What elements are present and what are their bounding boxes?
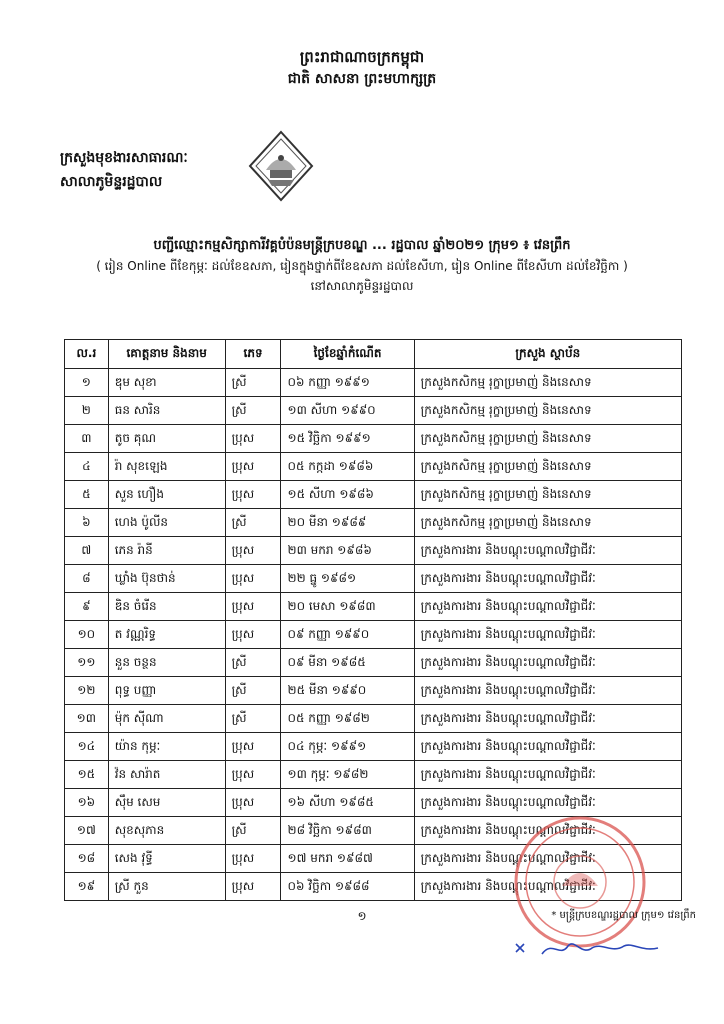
issuing-authority <box>60 146 188 194</box>
cell-sex: ប្រុស <box>225 845 281 873</box>
cell-birthdate: ០៥ កញ្ញា ១៩៨២ <box>281 705 414 733</box>
cell-name: ស្រី កួន <box>108 873 225 901</box>
cell-number: ១៤ <box>65 733 109 761</box>
document-title: បញ្ជីឈ្មោះកម្មសិក្សាការីវគ្គបំប៉នមន្ត្រីក្របខណ្ឌ ... រដ្ឋបាល ឆ្នាំ២០២១ ក្រុម១ ៖ វេនព្រឹក <box>153 238 571 253</box>
cell-number: ១៧ <box>65 817 109 845</box>
cell-ministry: ក្រសួងកសិកម្ម រុក្ខាប្រមាញ់ និងនេសាទ <box>414 369 681 397</box>
cell-number: ៨ <box>65 565 109 593</box>
cell-sex: ប្រុស <box>225 873 281 901</box>
school-name: សាលាភូមិន្ទរដ្ឋបាល <box>60 174 163 190</box>
table-row <box>65 397 682 425</box>
cell-birthdate: ១៧ មករា ១៩៨៧ <box>281 845 414 873</box>
header-number: ល.រ <box>65 340 109 369</box>
cell-name: តូច គុណ <box>108 425 225 453</box>
cell-sex: ស្រី <box>225 705 281 733</box>
header-name: គោត្តនាម និងនាម <box>108 340 225 369</box>
document-header <box>0 46 724 90</box>
table-row <box>65 369 682 397</box>
cell-ministry: ក្រសួងការងារ និងបណ្តុះបណ្តាលវិជ្ជាជីវៈ <box>414 761 681 789</box>
cell-sex: ប្រុស <box>225 733 281 761</box>
table-row <box>65 621 682 649</box>
cell-ministry: ក្រសួងកសិកម្ម រុក្ខាប្រមាញ់ និងនេសាទ <box>414 453 681 481</box>
cell-number: ១៩ <box>65 873 109 901</box>
cell-name: ស៊ឹម សេម <box>108 789 225 817</box>
cell-birthdate: ០៦ កញ្ញា ១៩៩១ <box>281 369 414 397</box>
cell-birthdate: ២០ មីនា ១៩៨៩ <box>281 509 414 537</box>
cell-sex: ស្រី <box>225 817 281 845</box>
school-emblem-icon <box>246 130 316 202</box>
cell-birthdate: ០៦ វិច្ឆិកា ១៩៨៨ <box>281 873 414 901</box>
table-row <box>65 453 682 481</box>
cell-birthdate: ០៥ កក្កដា ១៩៨៦ <box>281 453 414 481</box>
cell-ministry: ក្រសួងការងារ និងបណ្តុះបណ្តាលវិជ្ជាជីវៈ <box>414 873 681 901</box>
cell-ministry: ក្រសួងការងារ និងបណ្តុះបណ្តាលវិជ្ជាជីវៈ <box>414 845 681 873</box>
cell-birthdate: ១៥ វិច្ឆិកា ១៩៩១ <box>281 425 414 453</box>
cell-sex: ប្រុស <box>225 621 281 649</box>
cell-sex: ស្រី <box>225 509 281 537</box>
cell-number: ១៦ <box>65 789 109 817</box>
cell-sex: ស្រី <box>225 649 281 677</box>
cell-number: ៥ <box>65 481 109 509</box>
table-row <box>65 733 682 761</box>
cell-number: ១៥ <box>65 761 109 789</box>
cell-sex: ស្រី <box>225 677 281 705</box>
cell-name: ឌុម សុខា <box>108 369 225 397</box>
cell-name: រ៉ា សុខឡេង <box>108 453 225 481</box>
cell-name: ឌិន ចំរើន <box>108 593 225 621</box>
document-title-block <box>0 236 724 296</box>
cell-sex: ប្រុស <box>225 593 281 621</box>
table-row <box>65 565 682 593</box>
cell-sex: ប្រុស <box>225 565 281 593</box>
header-ministry: ក្រសួង ស្ថាប័ន <box>414 340 681 369</box>
table-row <box>65 705 682 733</box>
cell-number: ១១ <box>65 649 109 677</box>
table-row <box>65 761 682 789</box>
cell-number: ១០ <box>65 621 109 649</box>
cell-ministry: ក្រសួងកសិកម្ម រុក្ខាប្រមាញ់ និងនេសាទ <box>414 397 681 425</box>
cell-birthdate: ១៦ សីហា ១៩៨៥ <box>281 789 414 817</box>
cell-name: ភេន រ៉ានី <box>108 537 225 565</box>
cell-number: ៣ <box>65 425 109 453</box>
cell-number: ១២ <box>65 677 109 705</box>
cell-ministry: ក្រសួងការងារ និងបណ្តុះបណ្តាលវិជ្ជាជីវៈ <box>414 733 681 761</box>
header-birthdate: ថ្ងៃខែឆ្នាំកំណើត <box>281 340 414 369</box>
cell-name: វ៉ន សារ៉ាត <box>108 761 225 789</box>
header-sex: ភេទ <box>225 340 281 369</box>
cell-number: ៩ <box>65 593 109 621</box>
cell-birthdate: ០៤ កុម្ភៈ ១៩៩១ <box>281 733 414 761</box>
table-row <box>65 677 682 705</box>
cell-number: ៤ <box>65 453 109 481</box>
cell-number: ៦ <box>65 509 109 537</box>
cell-name: ពុទ្ធ បញ្ញា <box>108 677 225 705</box>
cell-birthdate: ២៥ មីនា ១៩៩០ <box>281 677 414 705</box>
cell-birthdate: ០៩ កញ្ញា ១៩៩០ <box>281 621 414 649</box>
cell-ministry: ក្រសួងការងារ និងបណ្តុះបណ្តាលវិជ្ជាជីវៈ <box>414 789 681 817</box>
kingdom-heading: ព្រះរាជាណាចក្រកម្ពុជា <box>299 48 425 66</box>
cell-number: ១ <box>65 369 109 397</box>
cell-number: ១៨ <box>65 845 109 873</box>
document-location: នៅសាលាភូមិន្ទរដ្ឋបាល <box>310 279 414 293</box>
signature-icon <box>512 936 662 962</box>
cell-birthdate: ១៣ កុម្ភៈ ១៩៨២ <box>281 761 414 789</box>
cell-sex: ស្រី <box>225 369 281 397</box>
cell-ministry: ក្រសួងកសិកម្ម រុក្ខាប្រមាញ់ និងនេសាទ <box>414 481 681 509</box>
cell-birthdate: ២២ ធ្នូ ១៩៨១ <box>281 565 414 593</box>
cell-sex: ប្រុស <box>225 425 281 453</box>
cell-sex: ប្រុស <box>225 481 281 509</box>
document-schedule: ( រៀន Online ពីខែកុម្ភៈ ដល់ខែឧសភា, រៀនក្នុងថ្នាក់ពីខែឧសភា ដល់ខែសីហា, រៀន Online ពីខែសីហា ដល់ខែវិច្ឆិកា ) <box>96 259 628 273</box>
cell-sex: ស្រី <box>225 397 281 425</box>
cell-ministry: ក្រសួងការងារ និងបណ្តុះបណ្តាលវិជ្ជាជីវៈ <box>414 565 681 593</box>
cell-ministry: ក្រសួងការងារ និងបណ្តុះបណ្តាលវិជ្ជាជីវៈ <box>414 537 681 565</box>
cell-birthdate: ២៣ មករា ១៩៨៦ <box>281 537 414 565</box>
cell-name: យ៉ាន កុម្ភៈ <box>108 733 225 761</box>
footnote: * មន្ត្រីក្របខណ្ឌរដ្ឋបាល ក្រុម១ វេនព្រឹក <box>551 910 696 921</box>
cell-ministry: ក្រសួងការងារ និងបណ្តុះបណ្តាលវិជ្ជាជីវៈ <box>414 817 681 845</box>
cell-ministry: ក្រសួងការងារ និងបណ្តុះបណ្តាលវិជ្ជាជីវៈ <box>414 705 681 733</box>
cell-birthdate: ០៩ មីនា ១៩៨៥ <box>281 649 414 677</box>
table-row <box>65 481 682 509</box>
cell-birthdate: ១៥ សីហា ១៩៨៦ <box>281 481 414 509</box>
cell-ministry: ក្រសួងកសិកម្ម រុក្ខាប្រមាញ់ និងនេសាទ <box>414 509 681 537</box>
cell-ministry: ក្រសួងការងារ និងបណ្តុះបណ្តាលវិជ្ជាជីវៈ <box>414 621 681 649</box>
table-row <box>65 593 682 621</box>
cell-number: ១៣ <box>65 705 109 733</box>
cell-number: ៧ <box>65 537 109 565</box>
cell-ministry: ក្រសួងការងារ និងបណ្តុះបណ្តាលវិជ្ជាជីវៈ <box>414 677 681 705</box>
cell-birthdate: ២៨ វិច្ឆិកា ១៩៨៣ <box>281 817 414 845</box>
cell-ministry: ក្រសួងកសិកម្ម រុក្ខាប្រមាញ់ និងនេសាទ <box>414 425 681 453</box>
cell-name: ត វណ្ណរិទ្ធ <box>108 621 225 649</box>
cell-name: ឃ្លាំង ប៊ុនថាន់ <box>108 565 225 593</box>
page-number: ១ <box>357 909 367 923</box>
cell-sex: ប្រុស <box>225 453 281 481</box>
cell-sex: ប្រុស <box>225 537 281 565</box>
cell-birthdate: ២០ មេសា ១៩៨៣ <box>281 593 414 621</box>
cell-number: ២ <box>65 397 109 425</box>
cell-name: ធន សារិន <box>108 397 225 425</box>
cell-name: សួន ហឿង <box>108 481 225 509</box>
cell-name: ហេង ប៉ូលីន <box>108 509 225 537</box>
table-header-row <box>65 340 682 369</box>
table-row <box>65 649 682 677</box>
cell-ministry: ក្រសួងការងារ និងបណ្តុះបណ្តាលវិជ្ជាជីវៈ <box>414 649 681 677</box>
cell-sex: ប្រុស <box>225 761 281 789</box>
cell-name: សុខសុភាន <box>108 817 225 845</box>
national-motto: ជាតិ សាសនា ព្រះមហាក្សត្រ <box>287 71 437 87</box>
cell-name: សេង វុទ្ធី <box>108 845 225 873</box>
cell-ministry: ក្រសួងការងារ និងបណ្តុះបណ្តាលវិជ្ជាជីវៈ <box>414 593 681 621</box>
table-row <box>65 425 682 453</box>
table-row <box>65 537 682 565</box>
cell-birthdate: ១៣ សីហា ១៩៩០ <box>281 397 414 425</box>
cell-sex: ប្រុស <box>225 789 281 817</box>
cell-name: នួន ចន្ថន <box>108 649 225 677</box>
official-seal-icon <box>510 812 650 952</box>
cell-name: ម៉ុក ស៊ីណា <box>108 705 225 733</box>
table-row <box>65 509 682 537</box>
ministry-name: ក្រសួងមុខងារសាធារណៈ <box>60 150 188 166</box>
